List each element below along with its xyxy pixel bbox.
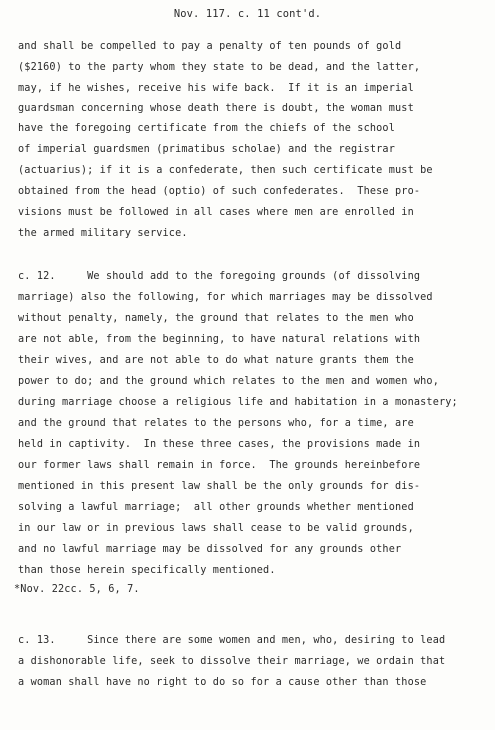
text-line: their wives, and are not able to do what nature grants them the [18,355,414,366]
text-line: obtained from the head (optio) of such confederates. These pro- [18,186,421,197]
text-line: and no lawful marriage may be dissolved for any grounds other [18,544,402,555]
text-line: the armed military service. [18,228,188,239]
text-line: guardsman concerning whose death there is doubt, the woman must [18,103,414,114]
text-line: mentioned in this present law shall be the only grounds for dis- [18,481,421,492]
text-line: a woman shall have no right to do so for a cause other than those [18,677,427,688]
text-line: visions must be followed in all cases where men are enrolled in [18,207,414,218]
text-line: marriage) also the following, for which marriages may be dissolved [18,292,433,303]
text-line: during marriage choose a religious life and habitation in a monastery; [18,397,458,408]
text-line: and shall be compelled to pay a penalty of ten pounds of gold [18,41,402,52]
text-line: a dishonorable life, seek to dissolve their marriage, we ordain that [18,656,446,667]
text-line: power to do; and the ground which relates to the men and women who, [18,376,439,387]
page-header: Nov. 117. c. 11 cont'd. [173,8,322,20]
text-line: held in captivity. In these three cases, the provisions made in [18,439,421,450]
text-line: without penalty, namely, the ground that relates to the men who [18,313,414,324]
text-line: may, if he wishes, receive his wife back. If it is an imperial [18,83,414,94]
text-line: are not able, from the beginning, to have natural relations with [18,334,421,345]
text-line: (actuarius); if it is a confederate, then such certificate must be [18,165,433,176]
text-line: have the foregoing certificate from the chiefs of the school [18,123,396,134]
text-line: solving a lawful marriage; all other grounds whether mentioned [18,502,414,513]
text-line: and the ground that relates to the persons who, for a time, are [18,418,414,429]
text-line: than those herein specifically mentioned. [18,565,276,576]
text-line: our former laws shall remain in force. The grounds hereinbefore [18,460,421,471]
text-line: of imperial guardsmen (primatibus scholae) and the registrar [18,144,396,155]
footnote: *Nov. 22cc. 5, 6, 7. [14,584,140,595]
section-start-line: c. 13. Since there are some women and men, who, desiring to lead [18,635,446,646]
section-start-line: c. 12. We should add to the foregoing grounds (of dissolving [18,271,421,282]
text-line: in our law or in previous laws shall cease to be valid grounds, [18,523,414,534]
text-line: ($2160) to the party whom they state to be dead, and the latter, [18,62,421,73]
